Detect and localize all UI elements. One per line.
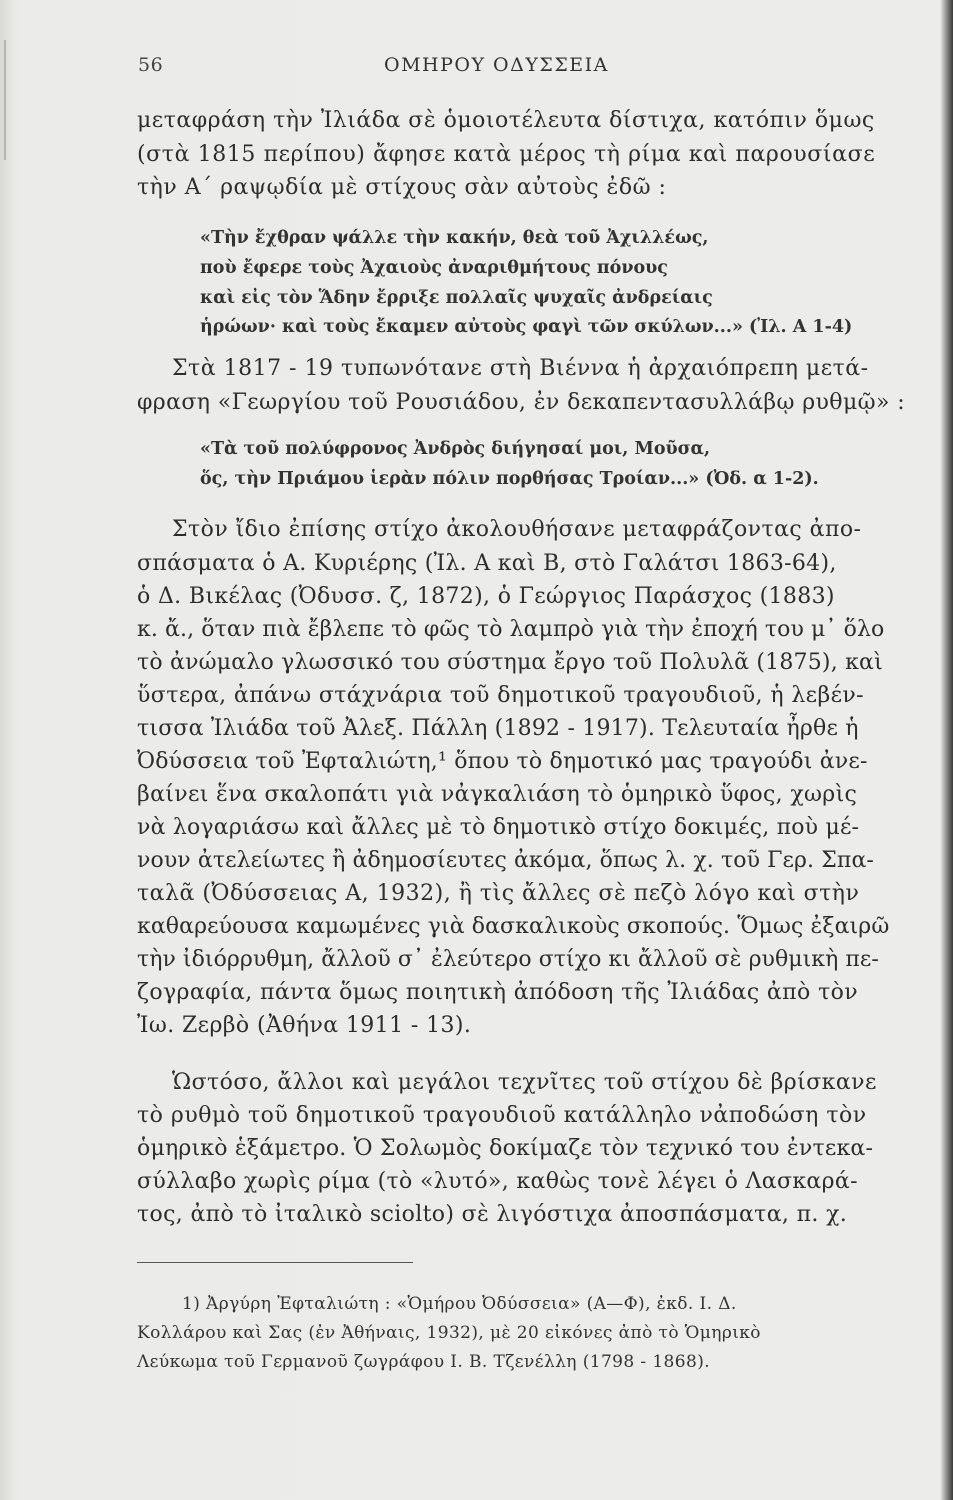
text-line: (στὰ 1815 περίπου) ἄφησε κατὰ μέρος τὴ ρίμα καὶ παρουσίασε — [137, 142, 876, 167]
text-line: ὁμηρικὸ ἑξάμετρο. Ὁ Σολωμὸς δοκίμαζε τὸν τεχνικό του ἐντεκα- — [137, 1136, 874, 1161]
page-edge-shadow — [4, 40, 6, 160]
text-line: ὕστερα, ἀπάνω στάχνάρια τοῦ δημοτικοῦ τραγουδιοῦ, ἡ λεβέν- — [137, 683, 864, 708]
text-line: Στὸν ἴδιο ἐπίσης στίχο ἀκολουθήσανε μεταφράζοντας ἀπο- — [172, 517, 862, 542]
text-line: σπάσματα ὁ Α. Κυριέρης (Ἰλ. Α καὶ Β, στὸ Γαλάτσι 1863-64), — [137, 551, 837, 576]
text-line: ταλᾶ (Ὀδύσσειας Α, 1932), ἢ τὶς ἄλλες σὲ πεζὸ λόγο καὶ στὴν — [137, 881, 860, 906]
text-line: βαίνει ἕνα σκαλοπάτι γιὰ νἀγκαλιάση τὸ ὁμηρικὸ ὕφος, χωρὶς — [137, 782, 858, 807]
text-line: τὸ ἀνώμαλο γλωσσικό του σύστημα ἔργο τοῦ Πολυλᾶ (1875), καὶ — [137, 650, 883, 675]
text-line: τὴν Α΄ ραψῳδία μὲ στίχους σὰν αὐτοὺς ἐδῶ : — [137, 175, 667, 200]
text-line: Ὡστόσο, ἄλλοι καὶ μεγάλοι τεχνῖτες τοῦ στίχου δὲ βρίσκανε — [172, 1070, 877, 1095]
footnote-line: Λεύκωμα τοῦ Γερμανοῦ ζωγράφου Ι. Β. Τζενέλλη (1798 - 1868). — [137, 1352, 711, 1372]
text-line: τος, ἀπὸ τὸ ἰταλικὸ sciolto) σὲ λιγόστιχα ἀποσπάσματα, π. χ. — [137, 1202, 848, 1227]
running-title: ΟΜΗΡΟΥ ΟΔΥΣΣΕΙΑ — [384, 54, 609, 76]
text-line: νὰ λογαριάσω καὶ ἄλλες μὲ τὸ δημοτικὸ στίχο δοκιμές, ποὺ μέ- — [137, 815, 860, 840]
text-line: φραση «Γεωργίου τοῦ Ρουσιάδου, ἐν δεκαπεντασυλλάβῳ ρυθμῷ» : — [137, 390, 906, 415]
verse-line: ποὺ ἔφερε τοὺς Ἀχαιοὺς ἀναριθμήτους πόνους — [200, 258, 668, 278]
verse-line: «Τὰ τοῦ πολύφρονος Ἀνδρὸς διήγησαί μοι, Μοῦσα, — [200, 439, 711, 459]
text-line: τὴν ἰδιόρρυθμη, ἄλλοῦ σ᾽ ἐλεύτερο στίχο κι ἄλλοῦ σὲ ρυθμικὴ πε- — [137, 947, 879, 972]
text-line: ὁ Δ. Βικέλας (Ὀδυσσ. ζ, 1872), ὁ Γεώργιος Παράσχος (1883) — [137, 584, 835, 609]
text-line: σύλλαβο χωρὶς ρίμα (τὸ «λυτό», καθὼς τονὲ λέγει ὁ Λασκαρά- — [137, 1169, 858, 1194]
text-line: καθαρεύουσα καμωμένες γιὰ δασκαλικοὺς σκοπούς. Ὅμως ἐξαιρῶ — [137, 914, 890, 939]
text-line: μεταφράση τὴν Ἰλιάδα σὲ ὁμοιοτέλευτα δίστιχα, κατόπιν ὅμως — [137, 108, 875, 133]
footnote-separator — [137, 1262, 413, 1263]
text-line: τὸ ρυθμὸ τοῦ δημοτικοῦ τραγουδιοῦ κατάλληλο νἀποδώση τὸν — [137, 1103, 867, 1128]
page-number: 56 — [138, 54, 164, 76]
text-line: νουν ἀτελείωτες ἢ ἀδημοσίευτες ἀκόμα, ὅπως λ. χ. τοῦ Γερ. Σπα- — [137, 848, 874, 873]
verse-line: καὶ εἰς τὸν Ἅδην ἔρριξε πολλαῖς ψυχαῖς ἀνδρείαις — [200, 288, 713, 308]
text-line: Ὀδύσσεια τοῦ Ἐφταλιώτη,¹ ὅπου τὸ δημοτικό μας τραγούδι ἀνε- — [137, 749, 868, 774]
footnote-line: Κολλάρου καὶ Σας (ἐν Ἀθήναις, 1932), μὲ 20 εἰκόνες ἀπὸ τὸ Ὁμηρικὸ — [137, 1323, 761, 1343]
verse-line: ἡρώων· καὶ τοὺς ἔκαμεν αὐτοὺς φαγὶ τῶν σκύλων...» (Ἰλ. Α 1-4) — [200, 317, 853, 337]
text-line: Στὰ 1817 - 19 τυπωνότανε στὴ Βιέννα ἡ ἀρχαιόπρεπη μετά- — [172, 356, 869, 381]
text-line: τισσα Ἰλιάδα τοῦ Ἀλεξ. Πάλλη (1892 - 1917). Τελευταία ἦρθε ἡ — [137, 716, 859, 741]
footnote-line: 1) Ἀργύρη Ἐφταλιώτη : «Ὁμήρου Ὀδύσσεια» (Α—Φ), ἐκδ. Ι. Δ. — [182, 1294, 737, 1314]
text-line: ζογραφία, πάντα ὅμως ποιητικὴ ἀπόδοση τῆς Ἰλιάδας ἀπὸ τὸν — [137, 980, 859, 1005]
verse-line: ὅς, τὴν Πριάμου ἱερὰν πόλιν πορθήσας Τροίαν...» (Ὀδ. α 1-2). — [200, 469, 819, 489]
verse-line: «Τὴν ἔχθραν ψάλλε τὴν κακήν, θεὰ τοῦ Ἀχιλλέως, — [200, 228, 709, 248]
text-line: Ἰω. Ζερβὸ (Ἀθήνα 1911 - 13). — [137, 1013, 472, 1038]
text-line: κ. ἄ., ὅταν πιὰ ἔβλεπε τὸ φῶς τὸ λαμπρὸ γιὰ τὴν ἐποχή του μ᾽ ὅλο — [137, 617, 885, 642]
